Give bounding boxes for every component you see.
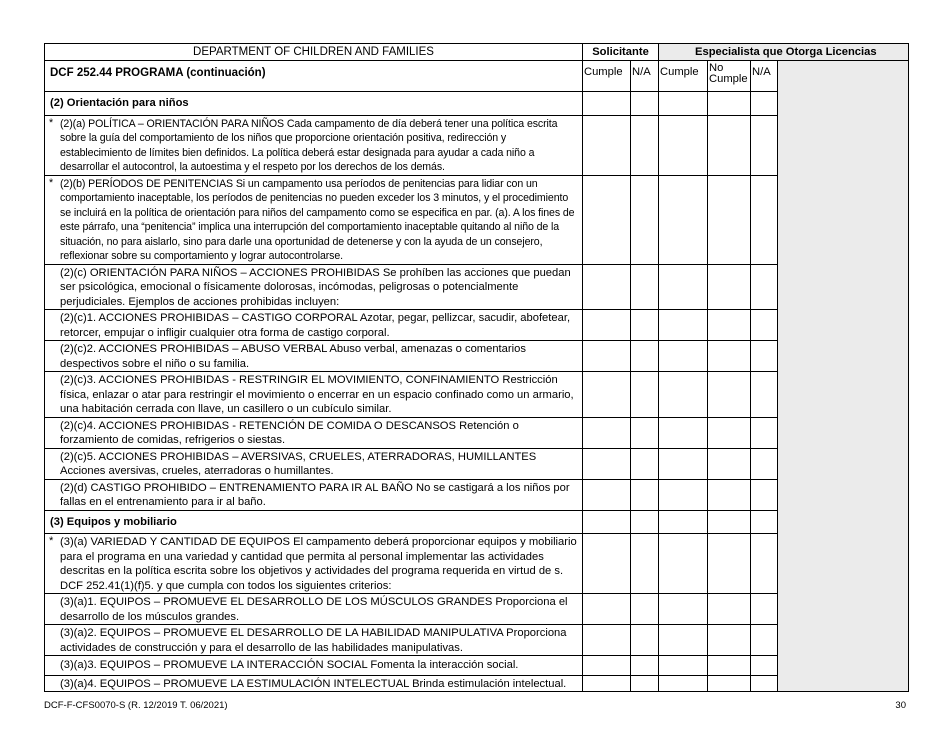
- checkbox-cell[interactable]: [751, 310, 778, 341]
- requirement-text: (2)(c)2. ACCIONES PROHIBIDAS – ABUSO VERBAL Abuso verbal, amenazas o comentarios despectivos sobre el niño o su familia.: [45, 341, 583, 372]
- checkbox-cell[interactable]: [631, 479, 659, 510]
- checkbox-cell[interactable]: [631, 417, 659, 448]
- checkbox-cell[interactable]: [631, 310, 659, 341]
- requirement-text: * (2)(a) POLÍTICA – ORIENTACIÓN PARA NIÑOS Cada campamento de día deberá tener una política escrita sobre la guía del comportamiento de los niños que proporcione orientación positiva, redirección y establecimiento de límites bien definidos. La política deberá estar designada para ayudar a cada niño a desarrollar el autocontrol, la autoestima y el respeto por los derechos de los demás.: [45, 115, 583, 175]
- col-applicant-cumple: Cumple: [583, 61, 631, 92]
- checkbox-cell[interactable]: [583, 479, 631, 510]
- requirement-text: (2)(c)5. ACCIONES PROHIBIDAS – AVERSIVAS, CRUELES, ATERRADORAS, HUMILLANTES Acciones aversivas, crueles, aterradoras o humillantes.: [45, 448, 583, 479]
- col-specialist-no-cumple: No Cumple: [708, 61, 751, 92]
- checkbox-cell[interactable]: [631, 372, 659, 418]
- star-marker: *: [49, 116, 54, 129]
- checkbox-cell[interactable]: [583, 341, 631, 372]
- checkbox-cell[interactable]: [583, 175, 631, 264]
- star-marker: *: [49, 176, 54, 189]
- checkbox-cell[interactable]: [708, 594, 751, 625]
- checkbox-cell[interactable]: [708, 372, 751, 418]
- checkbox-cell[interactable]: [659, 341, 708, 372]
- checkbox-cell[interactable]: [659, 310, 708, 341]
- checkbox-cell[interactable]: [659, 594, 708, 625]
- section-heading: (3) Equipos y mobiliario: [45, 510, 583, 534]
- checkbox-cell[interactable]: [659, 115, 708, 175]
- department-name: DEPARTMENT OF CHILDREN AND FAMILIES: [45, 44, 583, 61]
- checkbox-cell[interactable]: [751, 656, 778, 676]
- checkbox-cell[interactable]: [583, 115, 631, 175]
- checkbox-cell[interactable]: [631, 341, 659, 372]
- checkbox-cell[interactable]: [708, 479, 751, 510]
- checkbox-cell[interactable]: [659, 656, 708, 676]
- checkbox-cell[interactable]: [751, 372, 778, 418]
- checkbox-cell[interactable]: [659, 479, 708, 510]
- solicitante-header: Solicitante: [583, 44, 659, 61]
- checkbox-cell[interactable]: [751, 534, 778, 594]
- checkbox-cell[interactable]: [708, 417, 751, 448]
- checkbox-cell[interactable]: [659, 264, 708, 310]
- requirement-text: (2)(c)3. ACCIONES PROHIBIDAS - RESTRINGIR EL MOVIMIENTO, CONFINAMIENTO Restricción física, enlazar o atar para restringir el movimiento o encerrar en un espacio confinado como un armario, una habitación cerrada con llave, un casillero o un cubículo similar.: [45, 372, 583, 418]
- page-number: 30: [895, 700, 906, 711]
- checkbox-cell[interactable]: [659, 175, 708, 264]
- checkbox-cell[interactable]: [751, 264, 778, 310]
- checkbox-cell[interactable]: [708, 341, 751, 372]
- checkbox-cell[interactable]: [708, 310, 751, 341]
- checkbox-cell[interactable]: [708, 534, 751, 594]
- checkbox-cell[interactable]: [708, 448, 751, 479]
- requirement-text: (3)(a)1. EQUIPOS – PROMUEVE EL DESARROLLO DE LOS MÚSCULOS GRANDES Proporciona el desarrollo de los músculos grandes.: [45, 594, 583, 625]
- checkbox-cell[interactable]: [631, 594, 659, 625]
- requirement-text: (3)(a)2. EQUIPOS – PROMUEVE EL DESARROLLO DE LA HABILIDAD MANIPULATIVA Proporciona actividades de construcción y para el desarrollo de las habilidades manipulativas.: [45, 625, 583, 656]
- checkbox-cell[interactable]: [751, 675, 778, 692]
- checkbox-cell[interactable]: [583, 372, 631, 418]
- checkbox-cell[interactable]: [631, 534, 659, 594]
- section-heading: (2) Orientación para niños: [45, 92, 583, 116]
- requirement-text: (3)(a)4. EQUIPOS – PROMUEVE LA ESTIMULACIÓN INTELECTUAL Brinda estimulación intelectual.: [45, 675, 583, 692]
- checkbox-cell[interactable]: [631, 175, 659, 264]
- requirement-text: * (3)(a) VARIEDAD Y CANTIDAD DE EQUIPOS El campamento deberá proporcionar equipos y mobiliario para el programa en una variedad y cantidad que permita al personal implementar las actividades descritas en la política escrita sobre los objetivos y actividades del programa requerida en virtud de s. DCF 252.41(1)(f)5. y que cumpla con todos los siguientes criterios:: [45, 534, 583, 594]
- checkbox-cell[interactable]: [659, 448, 708, 479]
- star-marker: *: [49, 535, 54, 547]
- checkbox-cell[interactable]: [751, 417, 778, 448]
- form-code: DCF-F-CFS0070-S (R. 12/2019 T. 06/2021): [44, 700, 228, 711]
- checkbox-cell[interactable]: [583, 448, 631, 479]
- checkbox-cell[interactable]: [583, 534, 631, 594]
- checkbox-cell[interactable]: [751, 594, 778, 625]
- col-applicant-na: N/A: [631, 61, 659, 92]
- checkbox-cell[interactable]: [708, 264, 751, 310]
- checkbox-cell[interactable]: [631, 656, 659, 676]
- checkbox-cell[interactable]: [659, 625, 708, 656]
- checkbox-cell[interactable]: [708, 175, 751, 264]
- checkbox-cell[interactable]: [583, 310, 631, 341]
- checkbox-cell[interactable]: [751, 625, 778, 656]
- checkbox-cell[interactable]: [631, 675, 659, 692]
- col-specialist-na: N/A: [751, 61, 778, 92]
- requirement-text: (2)(c) ORIENTACIÓN PARA NIÑOS – ACCIONES PROHIBIDAS Se prohíben las acciones que puedan ser psicológica, emocional o físicamente dolorosas, incómodas, peligrosas o potencialmente perjudiciales. Ejemplos de acciones prohibidas incluyen:: [45, 264, 583, 310]
- grey-side-panel: [778, 61, 909, 692]
- checkbox-cell[interactable]: [583, 594, 631, 625]
- checkbox-cell[interactable]: [708, 675, 751, 692]
- requirement-text: (2)(c)1. ACCIONES PROHIBIDAS – CASTIGO CORPORAL Azotar, pegar, pellizcar, sacudir, abofetear, retorcer, empujar o infligir cualquier otra forma de castigo corporal.: [45, 310, 583, 341]
- checkbox-cell[interactable]: [659, 534, 708, 594]
- checkbox-cell[interactable]: [708, 656, 751, 676]
- checkbox-cell[interactable]: [583, 264, 631, 310]
- checkbox-cell[interactable]: [631, 625, 659, 656]
- checkbox-cell[interactable]: [751, 175, 778, 264]
- requirement-text: (2)(c)4. ACCIONES PROHIBIDAS - RETENCIÓN DE COMIDA O DESCANSOS Retención o forzamiento de comidas, refrigerios o siestas.: [45, 417, 583, 448]
- checklist-table: [44, 43, 909, 692]
- col-specialist-cumple: Cumple: [659, 61, 708, 92]
- checkbox-cell[interactable]: [751, 115, 778, 175]
- requirement-text: * (2)(b) PERÍODOS DE PENITENCIAS Si un campamento usa períodos de penitencias para lidiar con un comportamiento inaceptable, los períodos de penitencias no pueden exceder los 3 minutos, y el procedimiento se incluirá en la política de orientación para niños del campamento como se especifica en par. (a). A los fines de este párrafo, una “penitencia” implica una interrupción del comportamiento inaceptable quitando al niño de la situación, no para aislarlo, sino para darle una oportunidad de detenerse y con la ayuda de un consejero, reflexionar sobre su comportamiento y lograr autocontrolarse.: [45, 175, 583, 264]
- checkbox-cell[interactable]: [751, 448, 778, 479]
- especialista-header: Especialista que Otorga Licencias: [659, 44, 909, 61]
- checkbox-cell[interactable]: [659, 417, 708, 448]
- checkbox-cell[interactable]: [631, 448, 659, 479]
- checkbox-cell[interactable]: [659, 372, 708, 418]
- checkbox-cell[interactable]: [583, 675, 631, 692]
- checkbox-cell[interactable]: [751, 341, 778, 372]
- checkbox-cell[interactable]: [631, 264, 659, 310]
- checkbox-cell[interactable]: [708, 115, 751, 175]
- requirement-text: (3)(a)3. EQUIPOS – PROMUEVE LA INTERACCIÓN SOCIAL Fomenta la interacción social.: [45, 656, 583, 676]
- checkbox-cell[interactable]: [631, 115, 659, 175]
- checkbox-cell[interactable]: [583, 656, 631, 676]
- requirement-text: (2)(d) CASTIGO PROHIBIDO – ENTRENAMIENTO PARA IR AL BAÑO No se castigará a los niños por fallas en el entrenamiento para ir al baño.: [45, 479, 583, 510]
- checkbox-cell[interactable]: [751, 479, 778, 510]
- checkbox-cell[interactable]: [583, 625, 631, 656]
- checkbox-cell[interactable]: [708, 625, 751, 656]
- form-title: DCF 252.44 PROGRAMA (continuación): [45, 61, 583, 92]
- checkbox-cell[interactable]: [583, 417, 631, 448]
- checkbox-cell[interactable]: [659, 675, 708, 692]
